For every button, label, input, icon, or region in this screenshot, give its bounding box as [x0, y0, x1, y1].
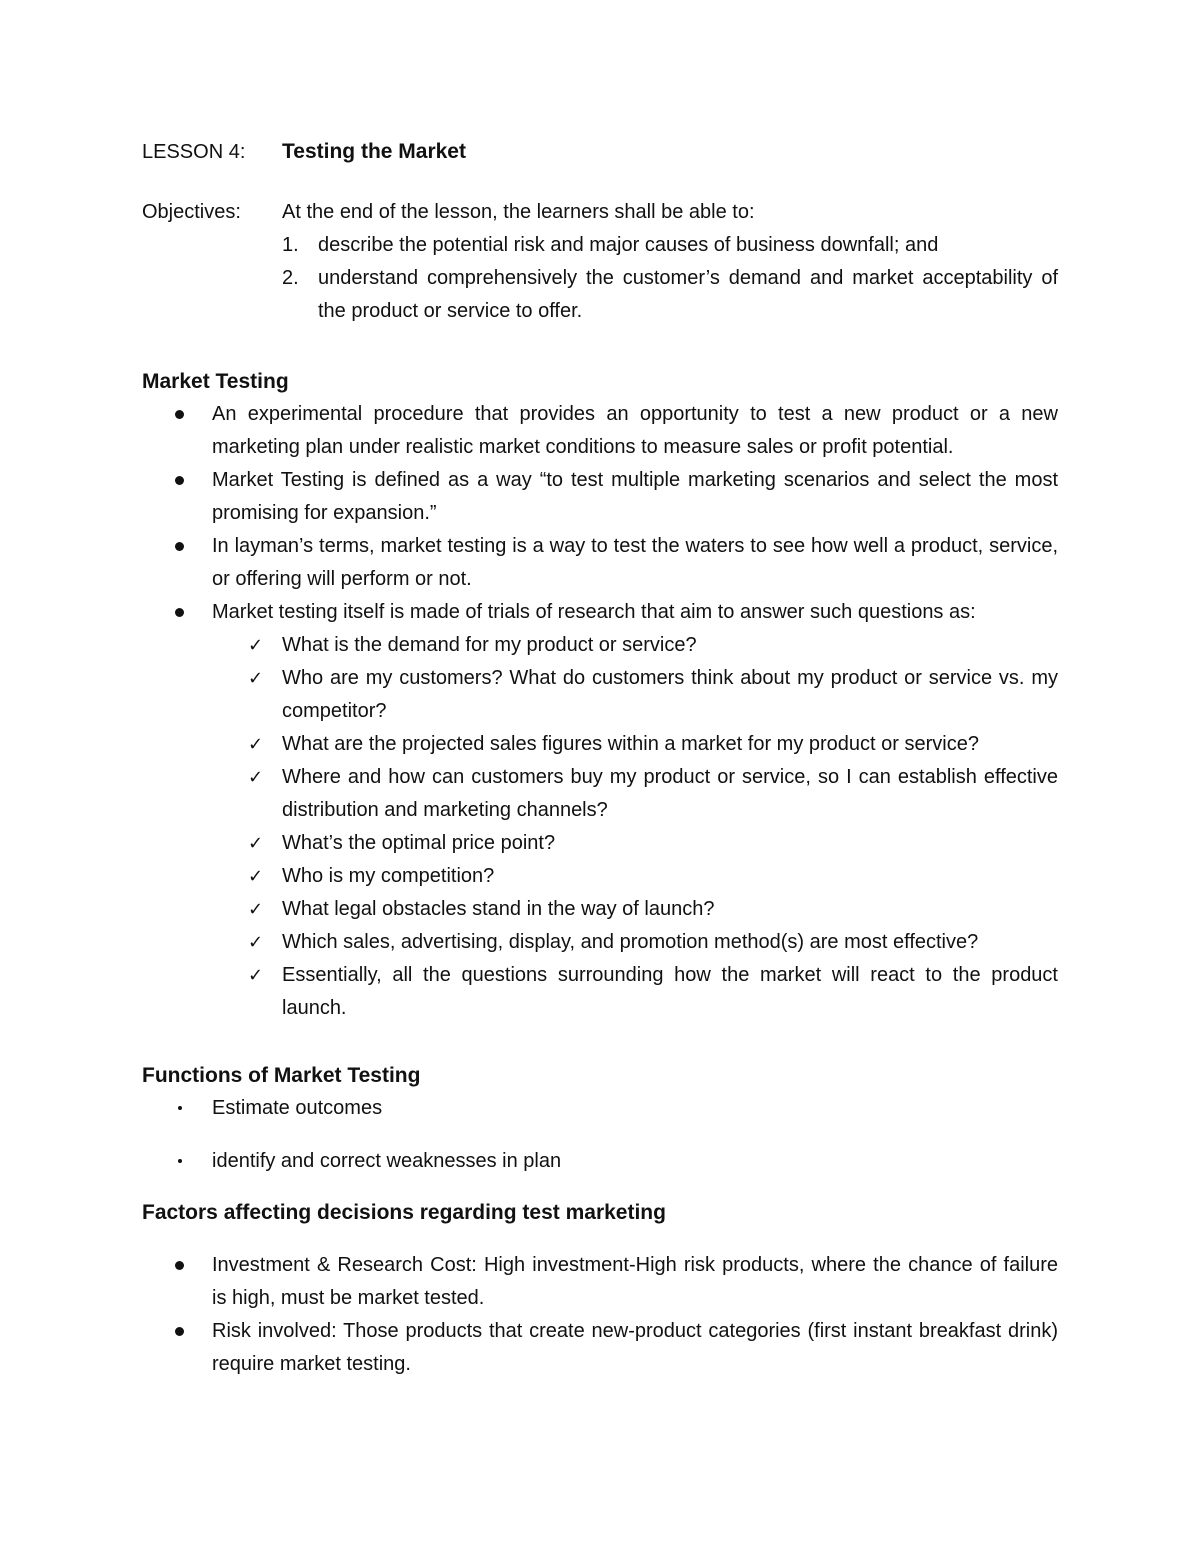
list-item [142, 1315, 1058, 1381]
list-item [212, 629, 1058, 662]
objective-item [282, 262, 1058, 328]
question-text: Where and how can customers buy my product or service, so I can establish effective distribution and marketing channels? [282, 766, 1058, 821]
functions-list [142, 1092, 1058, 1178]
bullet-icon [142, 596, 212, 629]
bullet-icon [142, 1315, 212, 1381]
bullet-text: Market Testing is defined as a way “to test multiple marketing scenarios and select the most promising for expansion.” [212, 469, 1058, 524]
checkmark-icon: ✓ [248, 635, 264, 656]
document-content [142, 140, 1058, 1381]
list-item [212, 959, 1058, 1025]
objective-number: 2. [282, 267, 299, 289]
objective-number: 1. [282, 234, 299, 256]
function-text: identify and correct weaknesses in plan [212, 1150, 562, 1172]
question-text: What are the projected sales figures within a market for my product or service? [282, 733, 979, 755]
checkmark-icon: ✓ [248, 932, 264, 953]
checkmark-icon: ✓ [248, 767, 264, 788]
list-item [142, 1249, 1058, 1315]
list-item [212, 860, 1058, 893]
objectives-intro: At the end of the lesson, the learners shall be able to: [282, 201, 755, 223]
question-text: Who is my competition? [282, 865, 495, 887]
list-item [212, 728, 1058, 761]
objective-text: understand comprehensively the customer’s demand and market acceptability of the product or service to offer. [318, 267, 1058, 322]
list-item [212, 761, 1058, 827]
factor-text: Investment & Research Cost: High investment-High risk products, where the chance of failure is high, must be market tested. [212, 1254, 1058, 1309]
question-text: What’s the optimal price point? [282, 832, 556, 854]
bullet-icon [142, 398, 212, 464]
checkmark-icon: ✓ [248, 734, 264, 755]
question-text: What legal obstacles stand in the way of launch? [282, 898, 715, 920]
objectives-label: Objectives: [142, 201, 241, 223]
bullet-icon [142, 1249, 212, 1315]
checkmark-icon: ✓ [248, 866, 264, 887]
bullet-text: An experimental procedure that provides an opportunity to test a new product or a new marketing plan under realistic market conditions to measure sales or profit potential. [212, 403, 1058, 458]
objective-item [282, 229, 1058, 262]
list-item [212, 662, 1058, 728]
small-bullet-icon [142, 1092, 212, 1125]
question-text: What is the demand for my product or service? [282, 634, 697, 656]
functions-heading: Functions of Market Testing [142, 1064, 421, 1087]
small-bullet-icon [142, 1145, 212, 1178]
factors-list [142, 1249, 1058, 1381]
question-text: Essentially, all the questions surrounding how the market will react to the product launch. [282, 964, 1058, 1019]
list-item [142, 398, 1058, 464]
checkmark-icon: ✓ [248, 899, 264, 920]
list-item [212, 926, 1058, 959]
lesson-title: Testing the Market [282, 140, 466, 163]
lesson-header [142, 140, 1058, 172]
checkmark-icon: ✓ [248, 833, 264, 854]
bullet-icon [142, 464, 212, 530]
list-item [212, 893, 1058, 926]
lesson-label: LESSON 4: [142, 141, 246, 163]
list-item [142, 530, 1058, 596]
function-text: Estimate outcomes [212, 1097, 383, 1119]
objectives-body [282, 196, 1058, 328]
factor-text: Risk involved: Those products that create new-product categories (first instant breakfast drink) require market testing. [212, 1320, 1058, 1375]
checkmark-icon: ✓ [248, 668, 264, 689]
market-testing-questions [142, 629, 1058, 1025]
factors-heading: Factors affecting decisions regarding test marketing [142, 1201, 666, 1224]
list-item [142, 464, 1058, 530]
objective-text: describe the potential risk and major causes of business downfall; and [318, 234, 939, 256]
bullet-icon [142, 530, 212, 596]
question-text: Which sales, advertising, display, and promotion method(s) are most effective? [282, 931, 979, 953]
checkmark-icon: ✓ [248, 965, 264, 986]
list-item [142, 596, 1058, 629]
list-item [142, 1092, 1058, 1125]
bullet-text: Market testing itself is made of trials of research that aim to answer such questions as: [212, 601, 976, 623]
objectives-list [282, 229, 1058, 328]
objectives-section [142, 196, 1058, 328]
list-item [142, 1145, 1058, 1178]
list-item [212, 827, 1058, 860]
market-testing-heading: Market Testing [142, 370, 289, 393]
bullet-text: In layman’s terms, market testing is a way to test the waters to see how well a product, service, or offering will perform or not. [212, 535, 1058, 590]
question-text: Who are my customers? What do customers think about my product or service vs. my competitor? [282, 667, 1058, 722]
market-testing-bullets [142, 398, 1058, 629]
